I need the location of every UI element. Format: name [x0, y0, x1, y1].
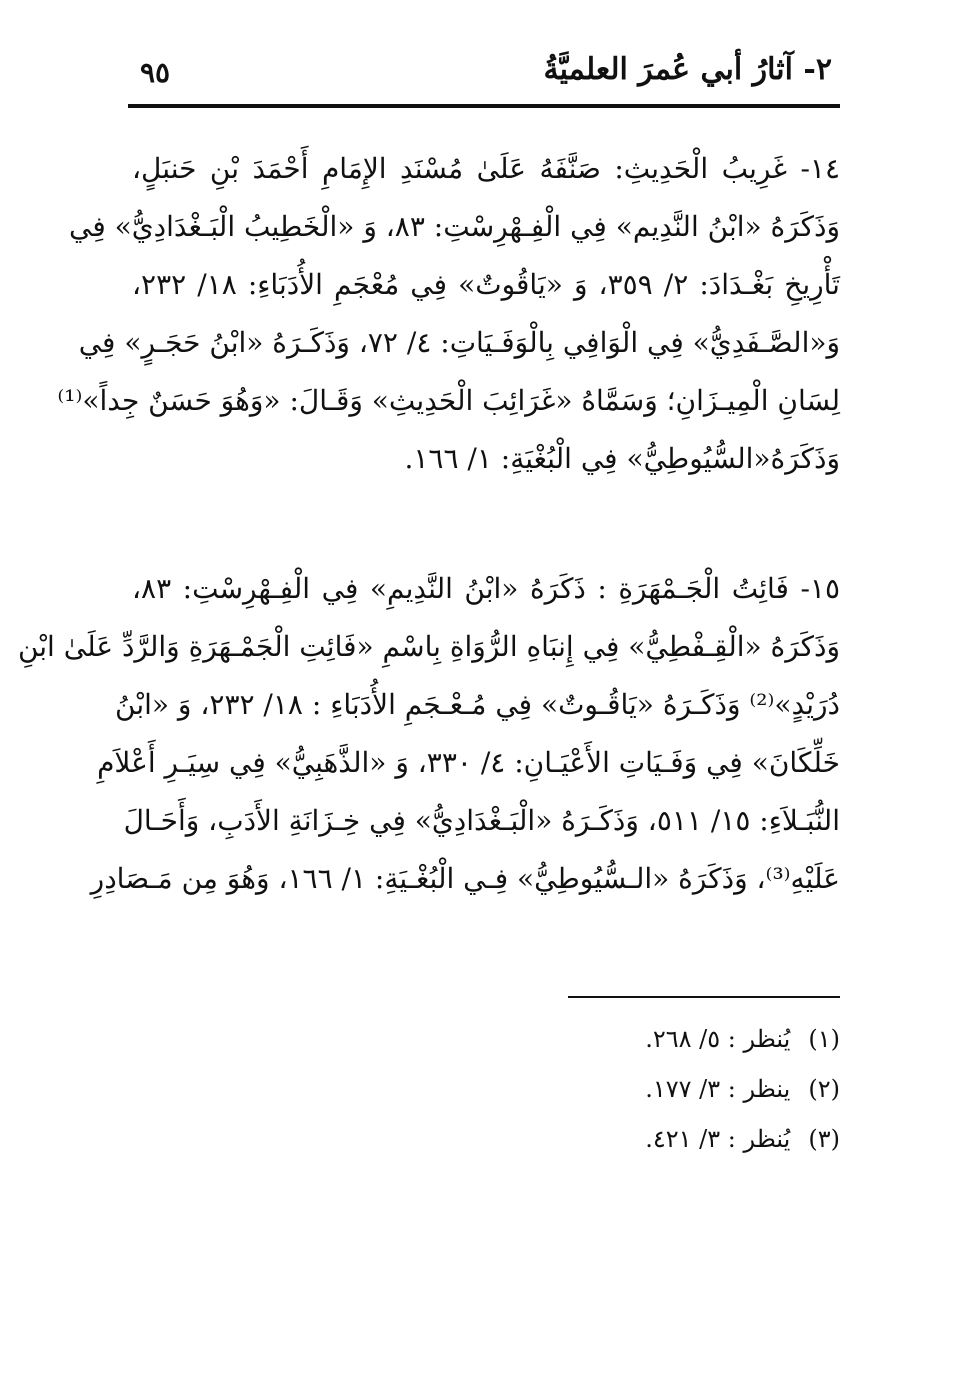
text-line: وَذَكَرَهُ «ابْنُ النَّدِيم» فِي الْفِـهْرِسْتِ: ٨٣، وَ «الْخَطِيبُ الْبَـغْدَادِيُّ» فِي: [69, 210, 840, 243]
text-line: ١٤- غَرِيبُ الْحَدِيثِ: صَنَّفَهُ عَلَىٰ مُسْنَدِ الإِمَامِ أَحْمَدَ بْنِ حَنبَلٍ،: [132, 152, 840, 185]
footnotes: [645, 1014, 840, 1164]
footnote-number: (١): [808, 1025, 840, 1053]
text-line: ١٥- فَائِتُ الْجَـمْهَرَةِ : ذَكَرَهُ «ابْنُ النَّدِيمِ» فِي الْفِـهْرِسْتِ: ٨٣،: [132, 572, 840, 605]
paragraph-faait-al-jamhara: [17, 560, 840, 908]
footnote-text: ينظر : ٣/ ١٧٧.: [645, 1075, 791, 1103]
text-line: عَلَيْهِ⁽³⁾، وَذَكَرَهُ «الـسُّيُوطِيُّ» فِـي الْبُغْـيَةِ: ١/ ١٦٦، وَهُوَ مِن مَـصَادِرِ: [90, 862, 840, 895]
footnote-3: [645, 1114, 840, 1164]
text-line: النُّبَـلاَءِ: ١٥/ ٥١١، وَذَكَـرَهُ «الْبَـغْدَادِيُّ» فِي خِـزَانَةِ الأَدَبِ، وَأَحَـالَ: [123, 804, 840, 837]
text-line: لِسَانِ الْمِيـزَانِ؛ وَسَمَّاهُ «غَرَائِبَ الْحَدِيثِ» وَقَـالَ: «وَهُوَ حَسَنٌ جِداً»⁽¹⁾: [57, 384, 840, 417]
text-line: تَأْرِيخِ بَغْـدَادَ: ٢/ ٣٥٩، وَ «يَاقُوتٌ» فِي مُعْجَمِ الأُدَبَاءِ: ١٨/ ٢٣٢،: [132, 268, 840, 301]
running-title: ٢- آثارُ أبي عُمرَ العلميَّةُ: [543, 52, 832, 87]
footnote-rule: [568, 996, 840, 998]
page-header: [128, 44, 840, 100]
text-line: وَ«الصَّـفَدِيُّ» فِي الْوَافِي بِالْوَفَـيَاتِ: ٤/ ٧٢، وَذَكَـرَهُ «ابْنُ حَجَـرٍ» فِي: [78, 326, 840, 359]
text-line: دُرَيْدٍ»⁽²⁾ وَذَكَـرَهُ «يَاقُـوتٌ» فِي مُـعْـجَمِ الأُدَبَاءِ : ١٨/ ٢٣٢، وَ «ابْنُ: [115, 688, 840, 721]
footnote-1: [645, 1014, 840, 1064]
paragraph-gharib-al-hadith: [57, 140, 840, 488]
text-line: خَلِّكَانَ» فِي وَفَـيَاتِ الأَعْيَـانِ: ٤/ ٣٣٠، وَ «الذَّهَبِيُّ» فِي سِيَـرِ أَعْلاَمِ: [97, 746, 840, 779]
text-line: وَذَكَرَهُ«السُّيُوطِيُّ» فِي الْبُغْيَةِ: ١/ ١٦٦.: [404, 442, 840, 475]
footnote-number: (٢): [808, 1075, 840, 1103]
header-rule: [128, 104, 840, 108]
footnote-text: يُنظر : ٣/ ٤٢١.: [645, 1125, 791, 1153]
text-line: وَذَكَرَهُ «الْقِـفْطِيُّ» فِي إِنبَاهِ الرُّوَاةِ بِاسْمِ «فَائِتِ الْجَمْـهَرَةِ وَالرَّدِّ عَلَىٰ ابْنِ: [17, 630, 840, 663]
footnote-text: يُنظر : ٥/ ٢٦٨.: [645, 1025, 791, 1053]
footnote-2: [645, 1064, 840, 1114]
footnote-number: (٣): [808, 1125, 840, 1153]
page-number: ٩٥: [140, 56, 171, 89]
